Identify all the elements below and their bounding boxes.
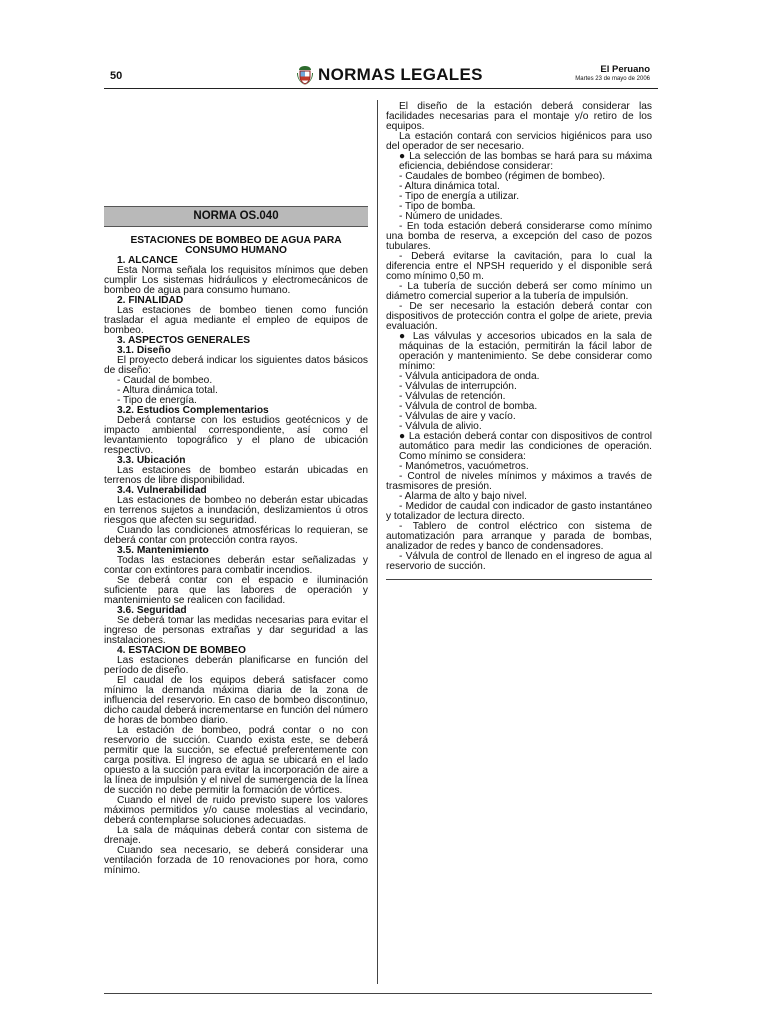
- paragraph: Las estaciones de bombeo no deberán estar ubicadas en terrenos sujetos a inundación, deslizamientos ú otros riesgos que afecten su seguridad.: [104, 495, 368, 526]
- paragraph: Las estaciones de bombeo tienen como función trasladar el agua mediante el empleo de equipos de bombeo.: [104, 305, 368, 336]
- end-rule: [386, 579, 652, 580]
- list-item: - Válvula de control de bomba.: [399, 401, 538, 412]
- coat-of-arms-icon: [294, 64, 316, 86]
- page-header: [104, 61, 658, 89]
- journal-title-group: [294, 64, 483, 86]
- paragraph: - De ser necesario la estación deberá contar con dispositivos de protección contra el golpe de ariete, previa evaluación.: [386, 301, 652, 332]
- list-item: - Tipo de energía a utilizar.: [399, 191, 520, 202]
- list-item: - Válvulas de interrupción.: [399, 381, 517, 392]
- norma-title-box: NORMA OS.040: [104, 206, 368, 227]
- subsection-heading: 3.3. Ubicación: [117, 455, 186, 466]
- list-item: - Válvula de control de llenado en el ingreso de agua al reservorio de succión.: [386, 551, 652, 572]
- list-item: - Tipo de energía.: [117, 395, 197, 406]
- page-number: 50: [110, 70, 123, 82]
- bullet-text: La estación deberá contar con dispositivos de control automático para medir las condiciones de operación. Como mínimo se considera:: [399, 431, 653, 462]
- publication-date: Martes 23 de mayo de 2006: [575, 76, 650, 82]
- list-item: - Tipo de bomba.: [399, 201, 476, 212]
- list-item: - Control de niveles mínimos y máximos a través de trasmisores de presión.: [386, 471, 652, 492]
- paragraph: Cuando las condiciones atmosféricas lo requieran, se deberá contar con protección contra rayos.: [104, 525, 368, 546]
- paragraph: La estación contará con servicios higiénicos para uso del operador de ser necesario.: [386, 131, 652, 152]
- paragraph: - Deberá evitarse la cavitación, para lo cual la diferencia entre el NPSH requerido y el disponible será como mínimo 0,50 m.: [386, 251, 652, 282]
- paragraph: Cuando el nivel de ruido previsto supere los valores máximos permitidos y/o cause molestias al vecindario, deberá contemplarse soluciones adecuadas.: [104, 795, 368, 826]
- newspaper-name: El Peruano: [600, 64, 650, 75]
- list-item: - Válvula de alivio.: [399, 421, 482, 432]
- bullet-paragraph: [386, 332, 652, 372]
- bullet-icon: ●: [399, 331, 413, 342]
- column-divider: [377, 100, 378, 984]
- paragraph: Cuando sea necesario, se deberá considerar una ventilación forzada de 10 renovaciones por hora, como mínimo.: [104, 845, 368, 876]
- list-item: - Caudal de bombeo.: [117, 375, 213, 386]
- bottom-rule: [104, 993, 652, 994]
- subsection-heading: 3.6. Seguridad: [117, 605, 187, 616]
- paragraph: Todas las estaciones deberán estar señalizadas y contar con extintores para combatir incendios.: [104, 555, 368, 576]
- paragraph: La estación de bombeo, podrá contar o no con reservorio de succión. Cuando exista este, se deberá permitir que la succión, se efectué preferentemente con carga positiva. El ingreso de agua se ubicará en el lado opuesto a la succión para evitar la incorporación de aire a la línea de impulsión y el nivel de sumergencia de la línea de succión no debe permitir la formación de vórtices.: [104, 725, 368, 796]
- list-item: - Válvulas de retención.: [399, 391, 506, 402]
- bullet-icon: ●: [399, 431, 409, 442]
- bullet-paragraph: [386, 152, 652, 172]
- paragraph: Se deberá contar con el espacio e iluminación suficiente para que las labores de operación y mantenimiento se realicen con facilidad.: [104, 575, 368, 606]
- section-heading: 2. FINALIDAD: [117, 295, 184, 306]
- list-item: - Altura dinámica total.: [399, 181, 500, 192]
- paragraph: El proyecto deberá indicar los siguientes datos básicos de diseño:: [104, 355, 368, 376]
- newspaper-info: [575, 64, 650, 84]
- paragraph: Las estaciones deberán planificarse en función del período de diseño.: [104, 655, 368, 676]
- paragraph: El caudal de los equipos deberá satisfacer como mínimo la demanda máxima diaria de la zona de influencia del reservorio. En caso de bombeo discontinuo, dicho caudal deberá incrementarse en función del número de horas de bombeo diario.: [104, 675, 368, 726]
- list-item: - Válvulas de aire y vacío.: [399, 411, 516, 422]
- list-item: - Altura dinámica total.: [117, 385, 218, 396]
- bullet-text: La selección de las bombas se hará para su máxima eficiencia, debiéndose considerar:: [399, 151, 652, 172]
- left-column: [104, 206, 368, 876]
- section-heading: 3. ASPECTOS GENERALES: [117, 335, 251, 346]
- list-item: - Medidor de caudal con indicador de gasto instantáneo y totalizador de lectura directo.: [386, 501, 652, 522]
- paragraph: El diseño de la estación deberá considerar las facilidades necesarias para el montaje y/o retiro de los equipos.: [386, 101, 652, 132]
- list-item: - Tablero de control eléctrico con sistema de automatización para arranque y parada de bombas, analizador de redes y banco de condensadores.: [386, 521, 652, 552]
- paragraph: Deberá contarse con los estudios geotécnicos y de impacto ambiental correspondiente, así como el levantamiento topográfico y el plano de ubicación respectivo.: [104, 415, 368, 456]
- subsection-heading: 3.4. Vulnerabilidad: [117, 485, 207, 496]
- paragraph: La sala de máquinas deberá contar con sistema de drenaje.: [104, 825, 368, 846]
- list-item: - Alarma de alto y bajo nivel.: [399, 491, 527, 502]
- bullet-text: Las válvulas y accesorios ubicados en la sala de máquinas de la estación, permitirán la fácil labor de operación y mantenimiento. Se debe considerar como mínimo:: [399, 331, 652, 372]
- subsection-heading: 3.1. Diseño: [117, 345, 171, 356]
- section-heading: 1. ALCANCE: [117, 255, 178, 266]
- list-item: - Válvula anticipadora de onda.: [399, 371, 540, 382]
- paragraph: - En toda estación deberá considerarse como mínimo una bomba de reserva, a excepción del caso de pozos tubulares.: [386, 221, 652, 252]
- document-title: ESTACIONES DE BOMBEO DE AGUA PARA CONSUMO HUMANO: [130, 235, 342, 256]
- subsection-heading: 3.2. Estudios Complementarios: [117, 405, 269, 416]
- section-heading: 4. ESTACION DE BOMBEO: [117, 645, 246, 656]
- list-item: - Número de unidades.: [399, 211, 503, 222]
- subsection-heading: 3.5. Mantenimiento: [117, 545, 209, 556]
- journal-title: NORMAS LEGALES: [318, 65, 483, 84]
- paragraph: Se deberá tomar las medidas necesarias para evitar el ingreso de personas extrañas y dar seguridad a las instalaciones.: [104, 615, 368, 646]
- list-item: - Manómetros, vacuómetros.: [399, 461, 529, 472]
- right-column: [386, 102, 652, 580]
- bullet-icon: ●: [399, 151, 410, 162]
- list-item: - Caudales de bombeo (régimen de bombeo).: [399, 171, 606, 182]
- paragraph: Las estaciones de bombeo estarán ubicadas en terrenos de libre disponibilidad.: [104, 465, 368, 486]
- paragraph: Esta Norma señala los requisitos mínimos que deben cumplir Los sistemas hidráulicos y electromecánicos de bombeo de agua para consumo humano.: [104, 265, 368, 296]
- bullet-paragraph: [386, 432, 652, 462]
- paragraph: - La tubería de succión deberá ser como mínimo un diámetro comercial superior a la tubería de impulsión.: [386, 281, 652, 302]
